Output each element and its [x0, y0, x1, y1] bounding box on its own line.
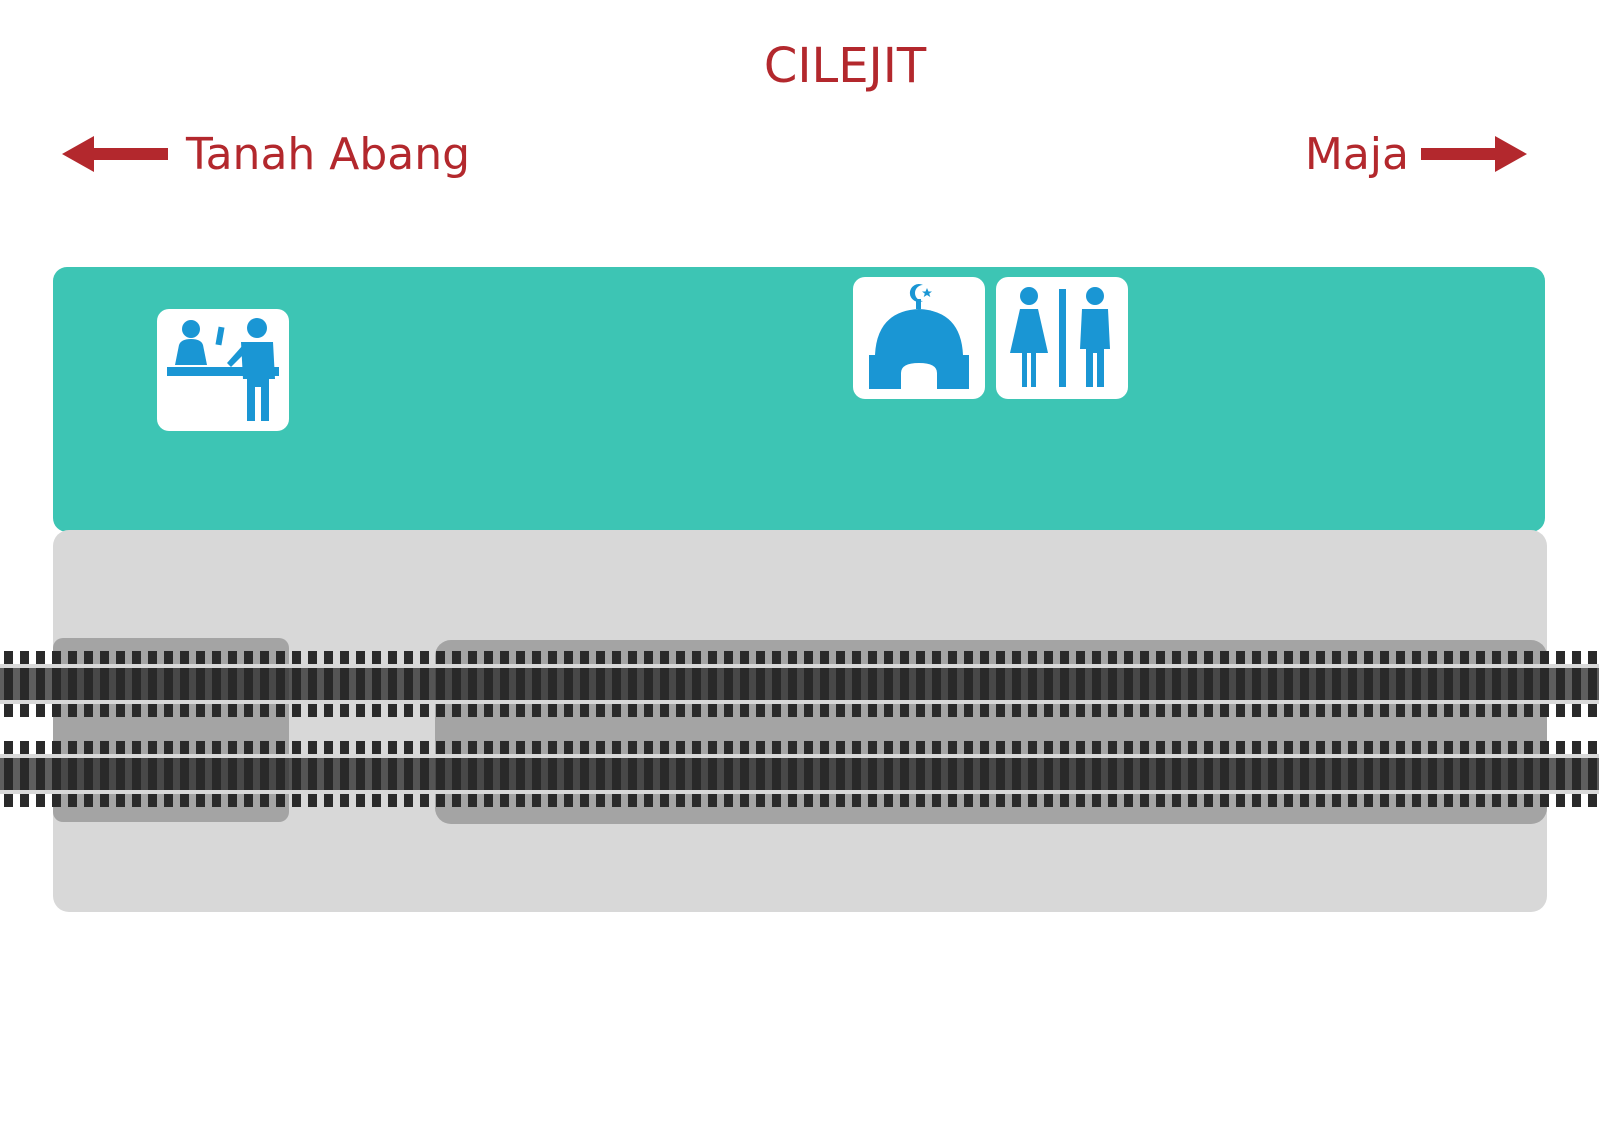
toilet-icon: [996, 277, 1128, 399]
rail-track-graphic: [0, 651, 1599, 717]
direction-right: [1305, 124, 1527, 184]
rail-track-graphic: [0, 741, 1599, 807]
ticket-counter-icon: [157, 309, 289, 431]
direction-right-label: Maja: [1304, 128, 1409, 180]
direction-left-label: Tanah Abang: [186, 128, 471, 180]
ticket-counter-sign: [157, 309, 289, 431]
arrow-right-icon: [1421, 136, 1527, 172]
mosque-icon: [853, 277, 985, 399]
track-1: [0, 651, 1599, 717]
arrow-left-icon: [62, 136, 168, 172]
mosque-sign: [853, 277, 985, 399]
toilet-sign: [996, 277, 1128, 399]
track-2: [0, 741, 1599, 807]
direction-left: [62, 124, 470, 184]
station-name: CILEJIT: [763, 38, 927, 94]
